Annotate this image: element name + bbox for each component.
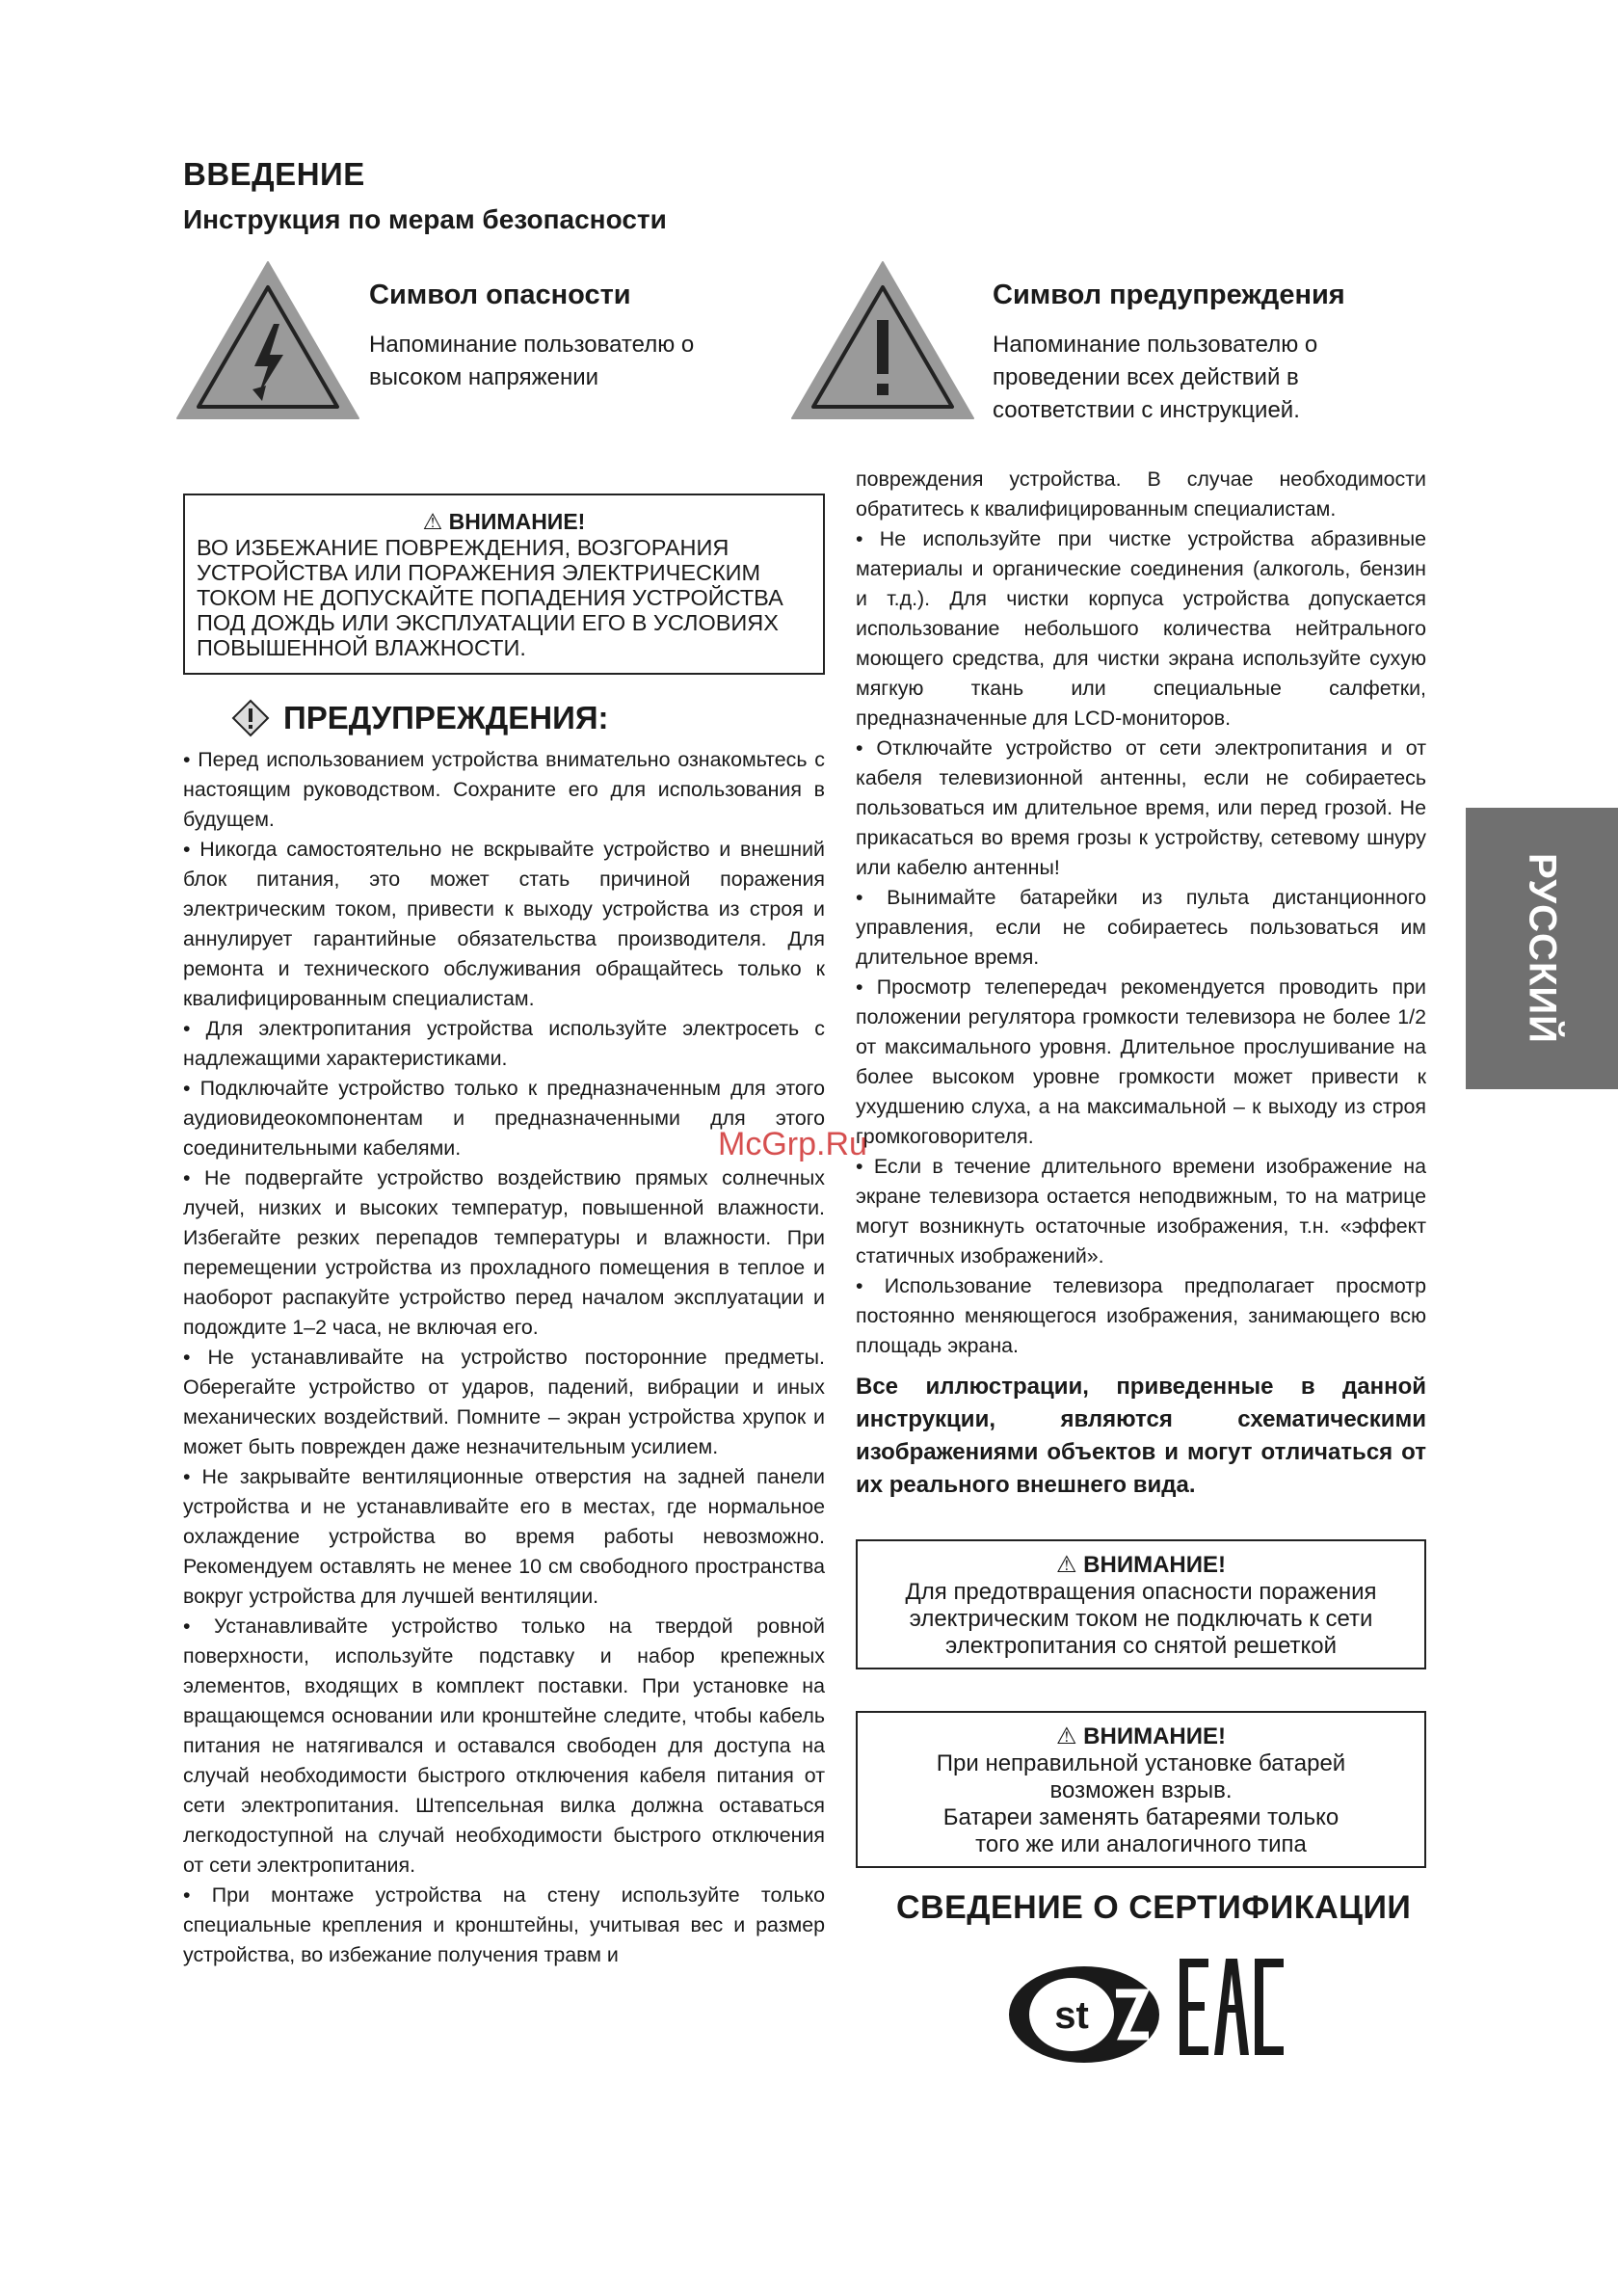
paragraph: • Не устанавливайте на устройство посторонние предметы. Оберегайте устройство от ударов, падений, вибрации и иных механических воздействий. Помните – экран устройства хрупок и может быть поврежден даже незначительным усилием.: [183, 1346, 825, 1458]
danger-symbol-description: [369, 329, 774, 394]
battery-warning-box: [856, 1711, 1426, 1868]
warnings-heading: [231, 699, 609, 737]
text-line: При неправильной установке батарей: [936, 1750, 1346, 1776]
paragraph: повреждения устройства. В случае необходимости обратитесь к квалифицированным специалистам.: [856, 467, 1426, 521]
small-warning-icon: ⚠: [1055, 1552, 1077, 1578]
text-line: УСТРОЙСТВА ИЛИ ПОРАЖЕНИЯ ЭЛЕКТРИЧЕСКИМ: [197, 560, 761, 585]
text-line: проведении всех действий в: [993, 364, 1299, 390]
text-line: возможен взрыв.: [1049, 1777, 1233, 1803]
language-side-tab: [1466, 808, 1618, 1089]
paragraph: • Просмотр телепередач рекомендуется проводить при положении регулятора громкости телевизора не более 1/2 от максимального уровня. Длительное прослушивание на более высоком уровне громкости может привести к ухудшению слуха, а на максимальной – к выходу из строя громкоговорителя.: [856, 975, 1426, 1148]
paragraph: • Отключайте устройство от сети электропитания и от кабеля телевизионной антенны, если не собираетесь пользоваться им длительное время, или перед грозой. Не прикасаться во время грозы к устройству, сетевому шнуру или кабелю антенны!: [856, 736, 1426, 879]
grille-warning-text: [858, 1579, 1424, 1660]
danger-symbol-block: [369, 280, 774, 394]
text-line: Напоминание пользователю о: [369, 332, 695, 358]
watermark-text: McGrp.Ru: [718, 1126, 867, 1162]
grille-warning-title: [858, 1551, 1424, 1579]
text-line: соответствии с инструкцией.: [993, 397, 1300, 423]
paragraph: • При монтаже устройства на стену используйте только специальные крепления и кронштейны, учитывая вес и размер устройства, во избежание получения травм и: [183, 1883, 825, 1966]
section-subtitle: Инструкция по мерам безопасности: [183, 204, 667, 234]
st-logo-text: st: [1054, 1994, 1089, 2037]
warning-title-text: ВНИМАНИЕ!: [448, 509, 586, 534]
main-warning-title: [197, 509, 811, 535]
paragraph: • Вынимайте батарейки из пульта дистанционного управления, если не собираетесь пользоваться им длительное время.: [856, 886, 1426, 969]
paragraph: • Подключайте устройство только к предназначенным для этого аудиовидеокомпонентам и предназначенными для этого соединительными кабелями.: [183, 1077, 825, 1160]
warning-title-text: ВНИМАНИЕ!: [1083, 1723, 1226, 1749]
paragraph: • Если в течение длительного времени изображение на экране телевизора остается неподвижным, то на матрице могут возникнуть остаточные изображения, т.н. «эффект статичных изображений».: [856, 1155, 1426, 1268]
paragraph: • Использование телевизора предполагает просмотр постоянно меняющегося изображения, занимающего всю площадь экрана.: [856, 1274, 1426, 1357]
battery-warning-title: [858, 1722, 1424, 1750]
text-line: ВО ИЗБЕЖАНИЕ ПОВРЕЖДЕНИЯ, ВОЗГОРАНИЯ: [197, 535, 729, 560]
exclamation-warning-icon: [788, 258, 977, 422]
paragraph: • Перед использованием устройства внимательно ознакомьтесь с настоящим руководством. Сохраните его для использования в будущем.: [183, 748, 825, 831]
eac-certification-logo: [1178, 1957, 1286, 2057]
certification-title: СВЕДЕНИЕ О СЕРТИФИКАЦИИ: [896, 1889, 1412, 1926]
st-certification-logo: [1002, 1957, 1166, 2072]
page-title: ВВЕДЕНИЕ: [183, 156, 365, 192]
text-line: Для предотвращения опасности поражения: [905, 1579, 1377, 1605]
warning-symbol-description: [993, 329, 1397, 427]
right-column: [856, 465, 1426, 1502]
text-line: ПОВЫШЕННОЙ ВЛАЖНОСТИ.: [197, 635, 526, 660]
main-warning-box: [183, 494, 825, 675]
danger-symbol-title: Символ опасности: [369, 280, 631, 310]
main-warning-text: [197, 535, 811, 660]
small-warning-icon: ⚠: [422, 509, 443, 534]
left-column: [183, 745, 825, 1970]
text-line: высоком напряжении: [369, 364, 599, 390]
battery-warning-text: [858, 1750, 1424, 1858]
paragraph: • Не подвергайте устройство воздействию прямых солнечных лучей, низких и высоких температур, повышенной влажности. Избегайте резких перепадов температуры и влажности. При перемещении устройства из прохладного помещения в теплое и наоборот распакуйте устройство перед началом эксплуатации и подождите 1–2 часа, не включая его.: [183, 1166, 825, 1339]
text-line: Напоминание пользователю о: [993, 332, 1318, 358]
language-tab-label: РУССКИЙ: [1521, 853, 1564, 1044]
paragraph: • Устанавливайте устройство только на твердой ровной поверхности, используйте подставку и набор крепежных элементов, входящих в комплект поставки. При установке на вращающемся основании или кронштейне следите, чтобы кабель питания не натягивался и оставался свободен для доступа на случай необходимости быстрого отключения кабеля питания от сети электропитания. Штепсельная вилка должна оставаться легкодоступной на случай необходимости быстрого отключения от сети электропитания.: [183, 1615, 825, 1877]
diamond-warning-icon: [231, 699, 270, 737]
text-line: ТОКОМ НЕ ДОПУСКАЙТЕ ПОПАДЕНИЯ УСТРОЙСТВА: [197, 585, 783, 610]
warnings-title-text: ПРЕДУПРЕЖДЕНИЯ:: [283, 700, 609, 735]
paragraph: • Никогда самостоятельно не вскрывайте устройство и внешний блок питания, это может стать причиной поражения электрическим током, привести к выходу устройства из строя и аннулирует гарантийные обязательства производителя. Для ремонта и технического обслуживания обращайтесь только к квалифицированным специалистам.: [183, 838, 825, 1010]
paragraph: • Не закрывайте вентиляционные отверстия на задней панели устройства и не устанавливайте его в местах, где нормальное охлаждение устройства во время работы невозможно. Рекомендуем оставлять не менее 10 см свободного пространства вокруг устройства для лучшей вентиляции.: [183, 1465, 825, 1608]
paragraph: • Для электропитания устройства используйте электросеть с надлежащими характеристиками.: [183, 1017, 825, 1070]
text-line: ПОД ДОЖДЬ ИЛИ ЭКСПЛУАТАЦИИ ЕГО В УСЛОВИЯХ: [197, 610, 779, 635]
warning-symbol-block: [993, 280, 1397, 427]
text-line: того же или аналогичного типа: [975, 1831, 1307, 1857]
high-voltage-icon: [173, 258, 362, 422]
text-line: электрическим током не подключать к сети: [909, 1606, 1373, 1632]
illustration-note: Все иллюстрации, приведенные в данной инструкции, являются схематическими изображениями объектов и могут отличаться от их реального внешнего вида.: [856, 1374, 1426, 1498]
warning-symbol-title: Символ предупреждения: [993, 280, 1345, 310]
text-line: электропитания со снятой решеткой: [944, 1633, 1338, 1659]
warning-title-text: ВНИМАНИЕ!: [1083, 1552, 1226, 1578]
paragraph: • Не используйте при чистке устройства абразивные материалы и органические соединения (алкоголь, бензин и т.д.). Для чистки корпуса устройства допускается использование небольшого количества нейтрального моющего средства, для чистки экрана используйте сухую мягкую ткань или специальные салфетки, предназначенные для LCD-мониторов.: [856, 527, 1426, 730]
text-line: Батареи заменять батареями только: [942, 1804, 1339, 1830]
grille-warning-box: [856, 1539, 1426, 1669]
small-warning-icon: ⚠: [1055, 1723, 1077, 1749]
